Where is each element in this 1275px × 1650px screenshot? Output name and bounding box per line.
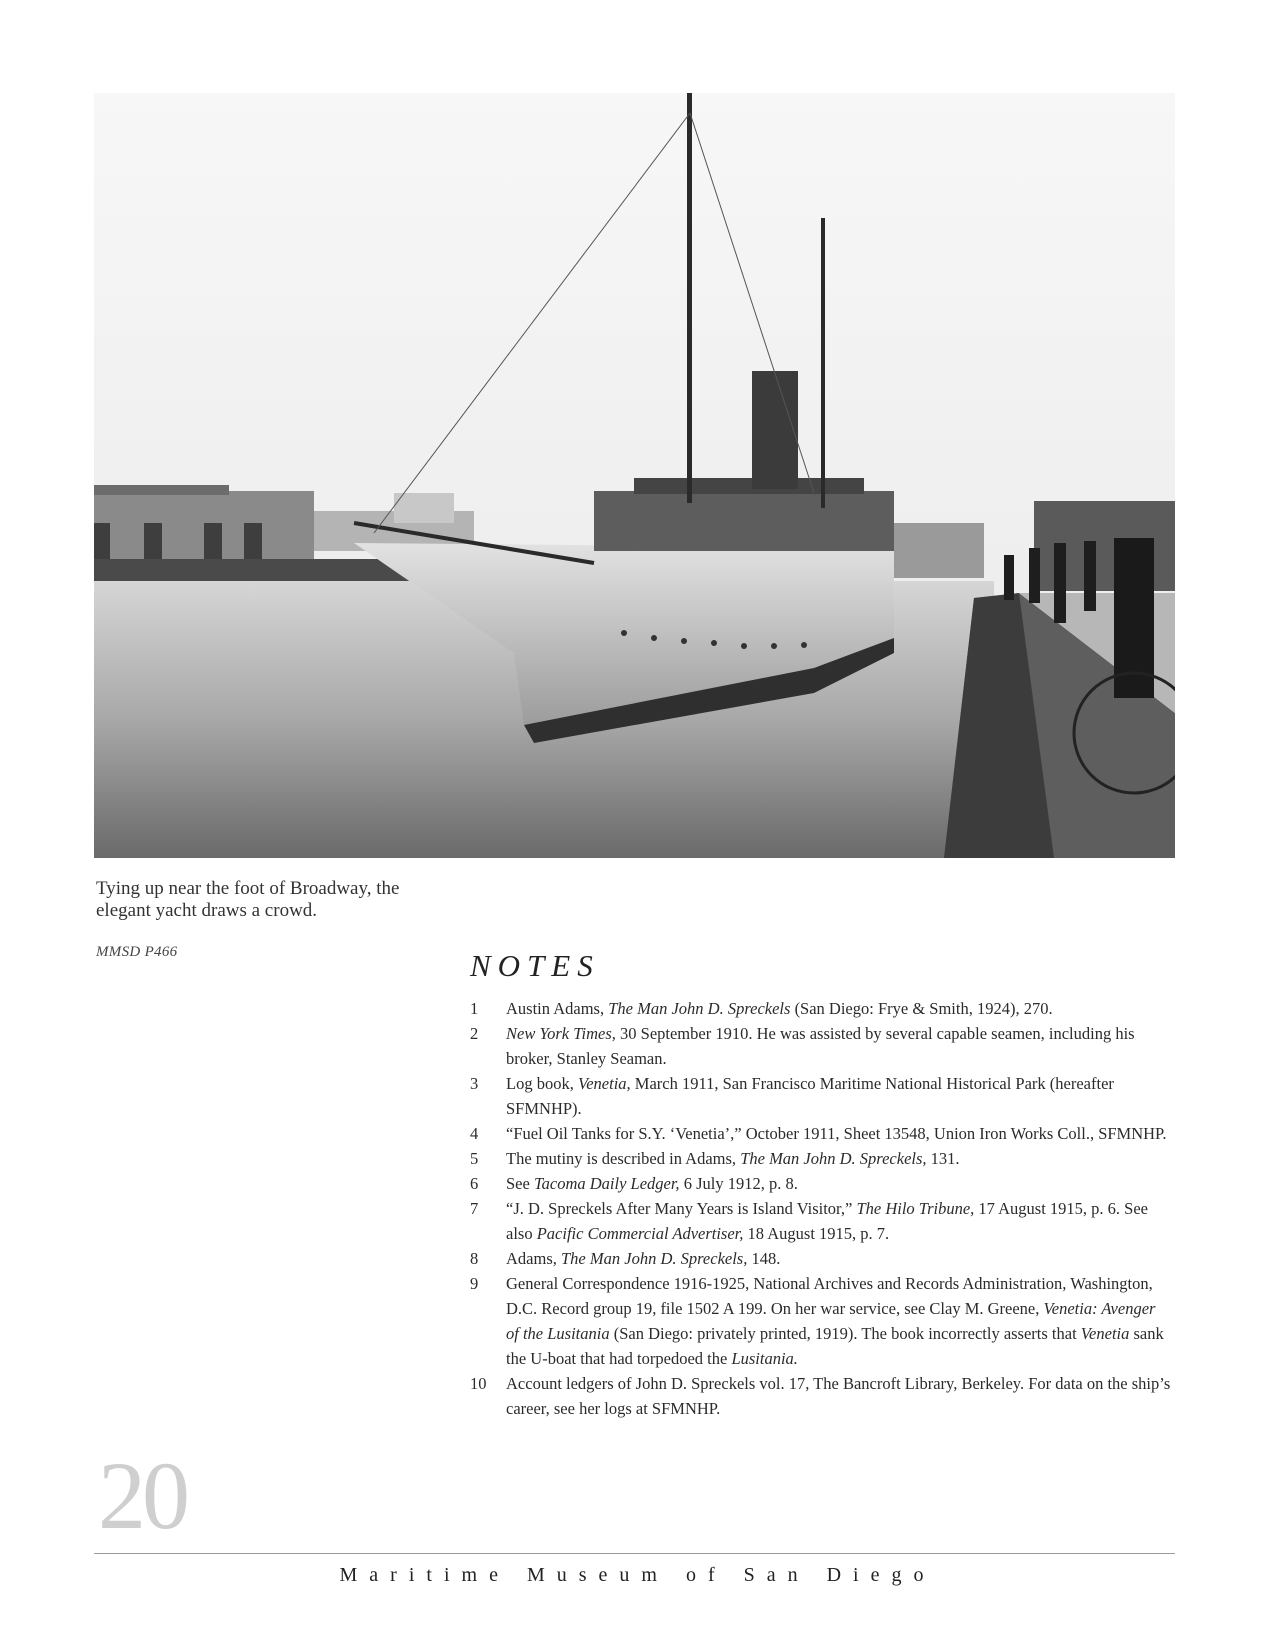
note-segment: See [506, 1174, 534, 1193]
note-segment: Log book, [506, 1074, 578, 1093]
note-segment: “J. D. Spreckels After Many Years is Island Visitor,” [506, 1199, 857, 1218]
note-text [506, 996, 1171, 1021]
note-item [466, 1071, 1171, 1121]
note-text [506, 1271, 1171, 1371]
note-number: 7 [470, 1199, 479, 1218]
note-number: 4 [470, 1124, 479, 1143]
note-segment: 148. [747, 1249, 781, 1268]
note-item [466, 1121, 1171, 1146]
note-text [506, 1071, 1171, 1121]
note-italic-segment: New York Times, [506, 1024, 616, 1043]
note-segment: 30 September 1910. He was assisted by several capable seamen, including his broker, Stanley Seaman. [506, 1024, 1135, 1068]
yacht-photograph [94, 93, 1175, 858]
note-number: 5 [470, 1149, 479, 1168]
note-italic-segment: The Man John D. Spreckels [608, 999, 791, 1018]
note-item [466, 1196, 1171, 1246]
note-italic-segment: Tacoma Daily Ledger, [533, 1174, 680, 1193]
note-segment: 18 August 1915, p. 7. [743, 1224, 890, 1243]
note-segment: sank the U-boat that had torpedoed the [506, 1324, 1164, 1368]
note-italic-segment: The Man John D. Spreckels, [561, 1249, 748, 1268]
note-number: 2 [470, 1024, 479, 1043]
page-number: 20 [98, 1442, 186, 1549]
note-item [466, 1371, 1171, 1421]
note-italic-segment: Venetia: Avenger of the Lusitania [506, 1299, 1156, 1343]
note-item [466, 996, 1171, 1021]
note-italic-segment: Venetia, [577, 1074, 631, 1093]
note-segment: March 1911, San Francisco Maritime National Historical Park (hereafter SFMNHP). [506, 1074, 1114, 1118]
notes-heading: NOTES [470, 948, 600, 983]
note-segment: Account ledgers of John D. Spreckels vol. 17, The Bancroft Library, Berkeley. For data on the ship’s career, see her logs at SFMNHP. [506, 1374, 1171, 1418]
note-item [466, 1146, 1171, 1171]
note-number: 10 [470, 1374, 487, 1393]
note-italic-segment: The Hilo Tribune, [856, 1199, 975, 1218]
footer-rule [94, 1553, 1175, 1554]
note-item [466, 1246, 1171, 1271]
note-text [506, 1121, 1171, 1146]
note-italic-segment: Venetia [1080, 1324, 1130, 1343]
note-text [506, 1171, 1171, 1196]
note-text [506, 1146, 1171, 1171]
note-segment: (San Diego: privately printed, 1919). The book incorrectly asserts that [609, 1324, 1081, 1343]
notes-list [466, 996, 1171, 1421]
note-text [506, 1246, 1171, 1271]
note-number: 3 [470, 1074, 479, 1093]
note-segment: 131. [926, 1149, 960, 1168]
note-number: 8 [470, 1249, 479, 1268]
note-text [506, 1021, 1171, 1071]
note-segment: “Fuel Oil Tanks for S.Y. ‘Venetia’,” October 1911, Sheet 13548, Union Iron Works Coll., SFMNHP. [506, 1124, 1167, 1143]
note-italic-segment: Lusitania. [731, 1349, 798, 1368]
note-segment: Austin Adams, [506, 999, 609, 1018]
note-number: 6 [470, 1174, 479, 1193]
note-item [466, 1021, 1171, 1071]
note-text [506, 1196, 1171, 1246]
note-segment: Adams, [506, 1249, 561, 1268]
note-number: 9 [470, 1274, 479, 1293]
note-text [506, 1371, 1171, 1421]
footer-publication-name: Maritime Museum of San Diego [339, 1564, 936, 1586]
note-segment: General Correspondence 1916-1925, National Archives and Records Administration, Washington, D.C. Record group 19, file 1502 A 199. On her war service, see Clay M. Greene, [506, 1274, 1153, 1318]
note-segment: 17 August 1915, p. 6. See also [506, 1199, 1148, 1243]
photo-credit: MMSD P466 [96, 944, 178, 960]
note-item [466, 1271, 1171, 1371]
note-italic-segment: The Man John D. Spreckels, [740, 1149, 927, 1168]
note-italic-segment: Pacific Commercial Advertiser, [536, 1224, 744, 1243]
photo-caption: Tying up near the foot of Broadway, the elegant yacht draws a crowd. [96, 878, 400, 921]
note-segment: The mutiny is described in Adams, [506, 1149, 741, 1168]
note-segment: (San Diego: Frye & Smith, 1924), 270. [790, 999, 1053, 1018]
note-number: 1 [470, 999, 479, 1018]
note-segment: 6 July 1912, p. 8. [679, 1174, 798, 1193]
note-item [466, 1171, 1171, 1196]
